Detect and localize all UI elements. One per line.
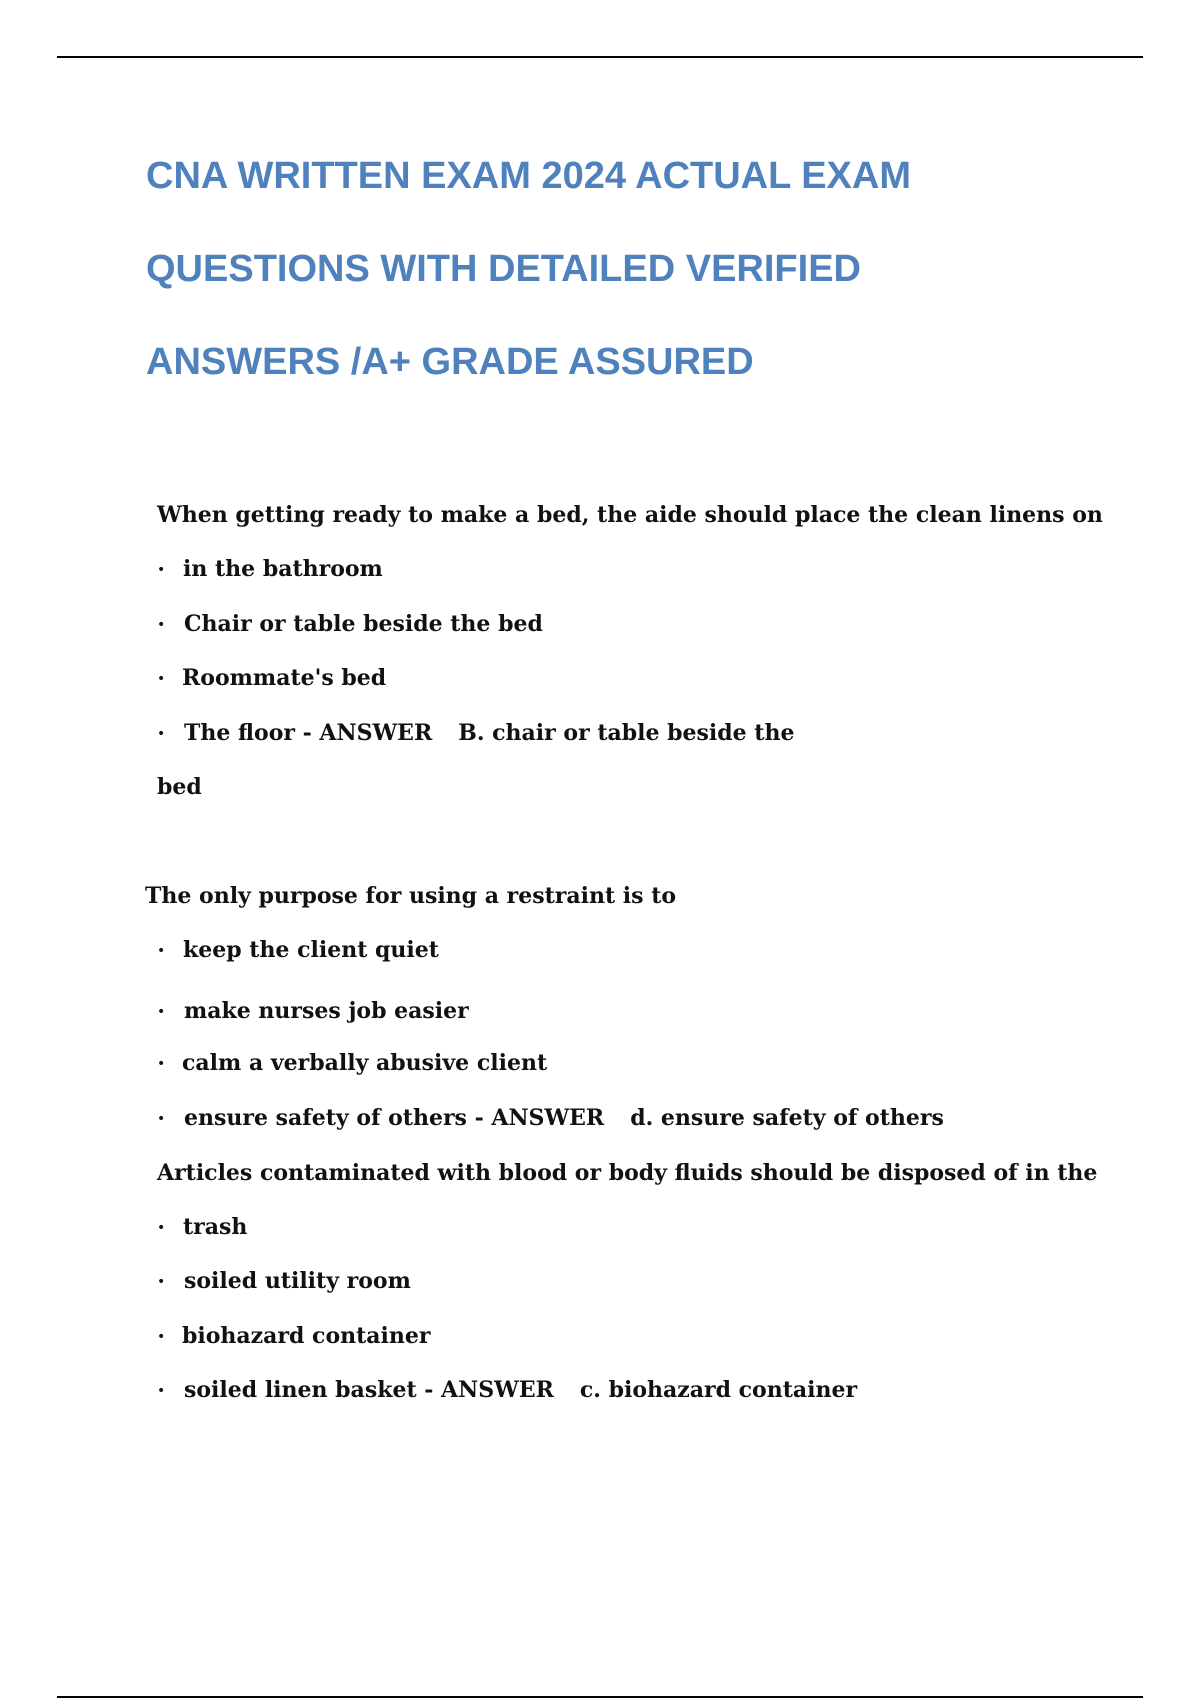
question-2-prompt: The only purpose for using a restraint is to	[145, 883, 677, 909]
question-1-option-d	[184, 720, 794, 746]
answer-continuation: bed	[157, 774, 202, 800]
bullet-icon: •	[157, 617, 166, 633]
question-3-option-c: biohazard container	[182, 1323, 431, 1349]
bullet-icon: •	[157, 1056, 166, 1072]
title-line: ANSWERS /A+ GRADE ASSURED	[146, 341, 754, 383]
question-3-option-a: trash	[183, 1214, 248, 1240]
bullet-icon: •	[157, 943, 166, 959]
header-rule	[57, 56, 1143, 58]
bullet-icon: •	[157, 1220, 166, 1236]
question-3-prompt: Articles contaminated with blood or body fluids should be disposed of in the	[157, 1160, 1098, 1186]
question-1-option-b: Chair or table beside the bed	[184, 611, 543, 637]
bullet-icon: •	[157, 726, 166, 742]
bullet-icon: •	[157, 1383, 166, 1399]
question-1-option-c: Roommate's bed	[182, 665, 387, 691]
question-1-option-a: in the bathroom	[183, 556, 383, 582]
answer-text: d. ensure safety of others	[630, 1105, 944, 1131]
question-2-option-d	[184, 1105, 944, 1131]
bullet-icon: •	[157, 1111, 166, 1127]
bullet-icon: •	[157, 1329, 166, 1345]
option-text: soiled linen basket - ANSWER	[184, 1377, 554, 1403]
document-title	[146, 130, 1126, 409]
title-line: CNA WRITTEN EXAM 2024 ACTUAL EXAM	[146, 155, 911, 197]
answer-text: c. biohazard container	[579, 1377, 858, 1403]
title-line: QUESTIONS WITH DETAILED VERIFIED	[146, 248, 861, 290]
question-1-prompt: When getting ready to make a bed, the aide should place the clean linens on	[157, 502, 1103, 528]
footer-rule	[57, 1696, 1143, 1698]
question-2-option-a: keep the client quiet	[183, 937, 439, 963]
bullet-icon: •	[157, 1274, 166, 1290]
bullet-icon: •	[157, 1004, 166, 1020]
option-text: ensure safety of others - ANSWER	[184, 1105, 605, 1131]
option-text: The floor - ANSWER	[184, 720, 433, 746]
question-2-option-b: make nurses job easier	[184, 998, 469, 1024]
question-3-option-d	[184, 1377, 857, 1403]
bullet-icon: •	[157, 671, 166, 687]
question-2-option-c: calm a verbally abusive client	[182, 1050, 548, 1076]
question-3-option-b: soiled utility room	[184, 1268, 411, 1294]
answer-text: B. chair or table beside the	[458, 720, 795, 746]
bullet-icon: •	[157, 562, 166, 578]
